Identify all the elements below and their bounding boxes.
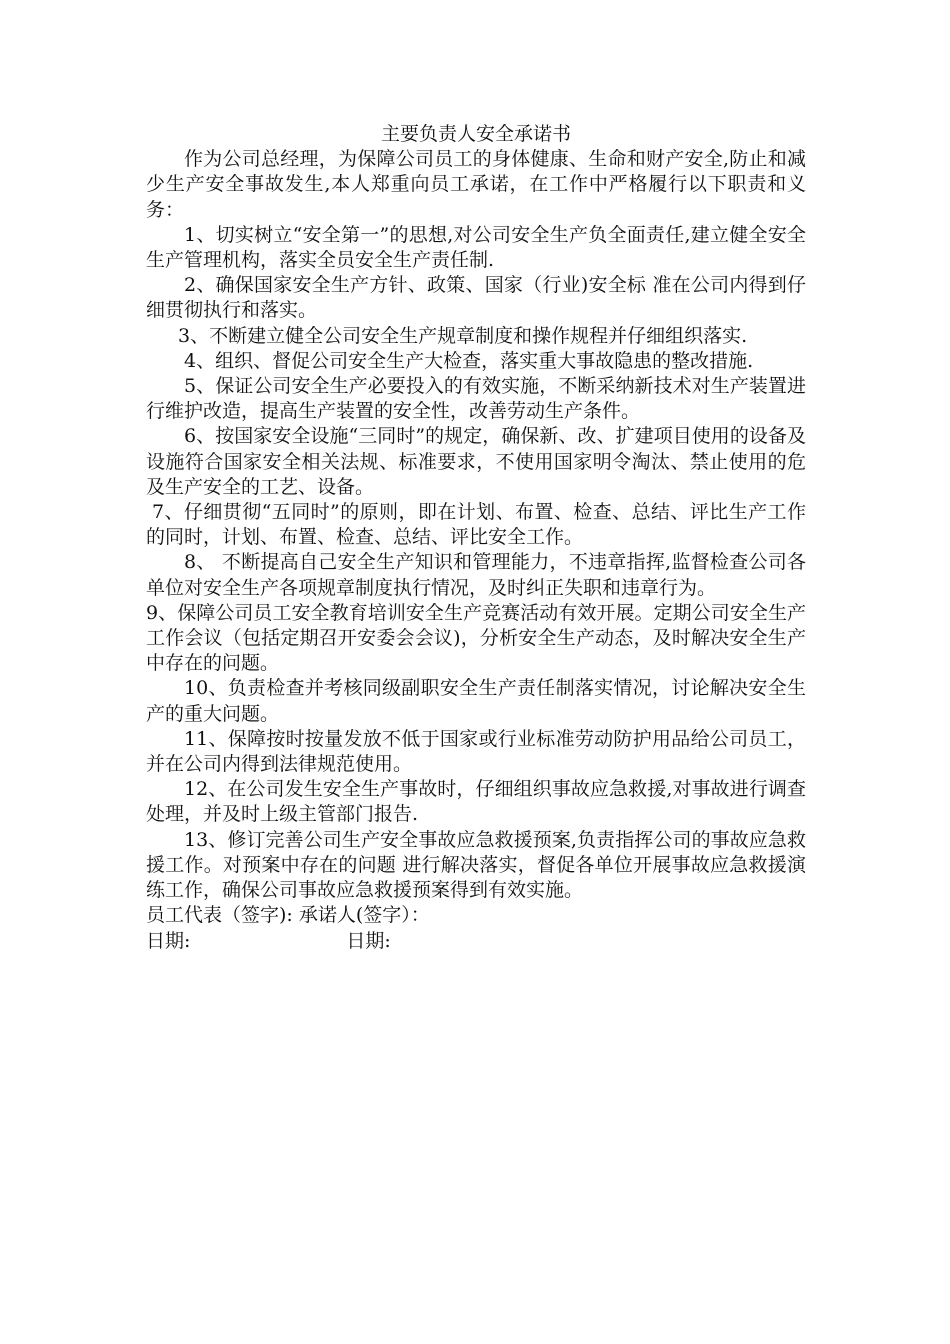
date-label-employee: 日期: [146,929,191,952]
duty-item-2: 2、确保国家安全生产方针、政策、国家（行业)安全标 准在公司内得到仔细贯彻执行和落实。 [146,274,806,322]
duty-item-3: 3、不断建立健全公司安全生产规章制度和操作规程并仔细组织落实. [178,324,748,347]
duty-item-4: 4、组织、督促公司安全生产大检查，落实重大事故隐患的整改措施. [184,349,754,372]
duty-item-13: 13、修订完善公司生产安全事故应急救援预案,负责指挥公司的事故应急救援工作。对预案中存在的问题 进行解决落实，督促各单位开展事故应急救援演练工作，确保公司事故应急救援预案得到有效实施。 [146,828,806,902]
document-title: 主要负责人安全承诺书 [380,123,571,145]
date-line [146,929,806,954]
signature-line: 员工代表（签字): 承诺人(签字）： [146,904,430,927]
duty-item-10: 10、负责检查并考核同级副职安全生产责任制落实情况，讨论解决安全生产的重大问题。 [146,677,806,725]
duty-item-6: 6、按国家安全设施“三同时”的规定，确保新、改、扩建项目使用的设备及设施符合国家安全相关法规、标准要求，不使用国家明令淘汰、禁止使用的危及生产安全的工艺、设备。 [146,425,806,498]
duty-item-11: 11、保障按时按量发放不低于国家或行业标准劳动防护用品给公司员工，并在公司内得到法律规范使用。 [146,727,806,776]
date-label-promisor: 日期: [346,929,391,952]
document-page [146,122,806,954]
intro-paragraph: 作为公司总经理，为保障公司员工的身体健康、生命和财产安全,防止和减少生产安全事故发生,本人郑重向员工承诺，在工作中严格履行以下职责和义务： [146,148,806,221]
duty-item-9: 9、保障公司员工安全教育培训安全生产竞赛活动有效开展。定期公司安全生产工作会议（包括定期召开安委会会议)，分析安全生产动态，及时解决安全生产中存在的问题。 [146,601,806,675]
duty-item-1: 1、切实树立“安全第一”的思想,对公司安全生产负全面责任,建立健全安全生产管理机构，落实全员安全生产责任制. [146,223,806,272]
duty-item-7: 7、仔细贯彻“五同时”的原则，即在计划、布置、检查、总结、评比生产工作的同时，计划、布置、检查、总结、评比安全工作。 [146,501,806,549]
duty-item-5: 5、保证公司安全生产必要投入的有效实施，不断采纳新技术对生产装置进行维护改造，提高生产装置的安全性，改善劳动生产条件。 [146,375,806,423]
duty-item-12: 12、在公司发生安全生产事故时，仔细组织事故应急救援,对事故进行调查处理，并及时上级主管部门报告. [146,778,806,826]
duty-item-8: 8、 不断提高自己安全生产知识和管理能力，不违章指挥,监督检查公司各单位对安全生产各项规章制度执行情况，及时纠正失职和违章行为。 [146,551,806,599]
